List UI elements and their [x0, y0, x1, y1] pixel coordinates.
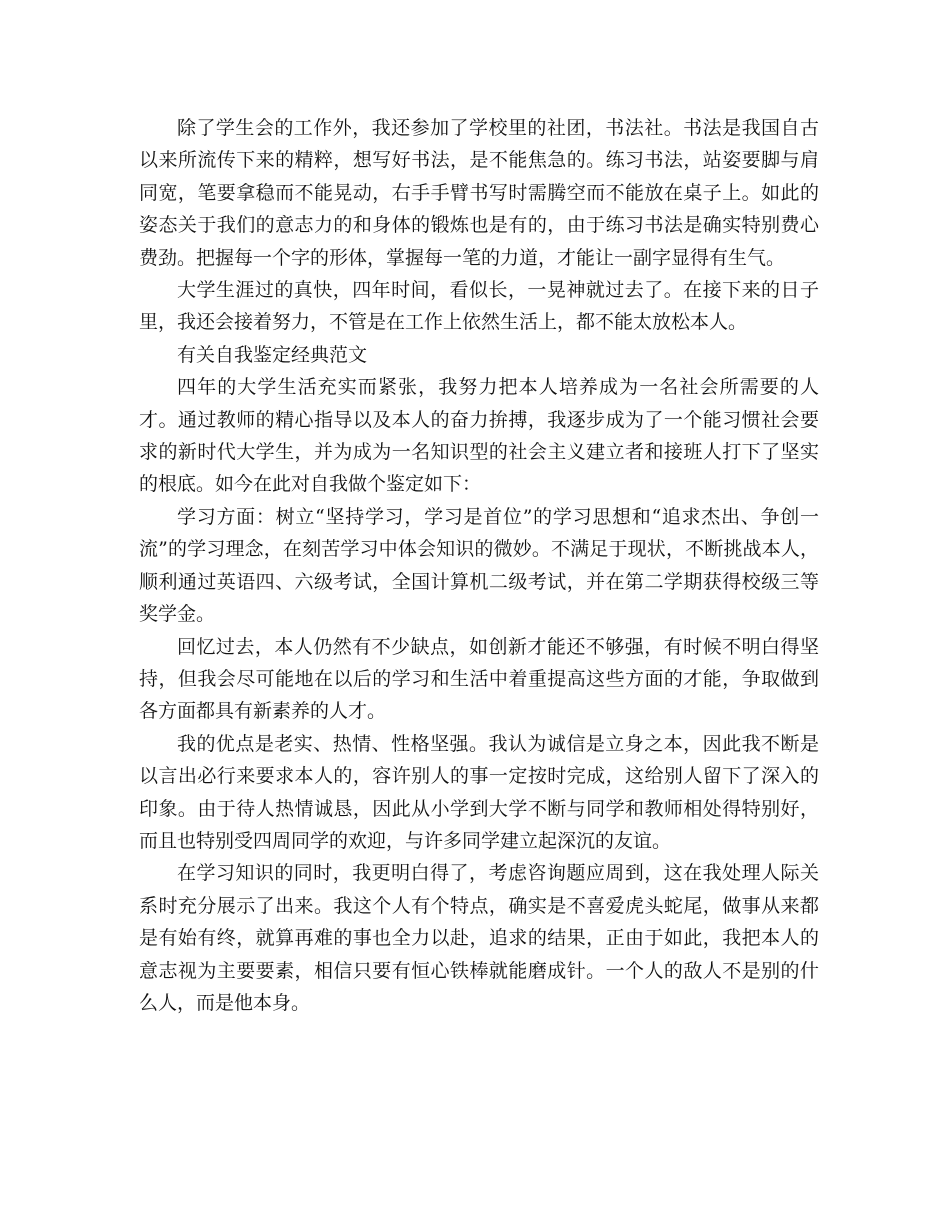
document-body: [139, 112, 819, 1019]
paragraph-college-life: 大学生涯过的真快，四年时间，看似长，一晃神就过去了。在接下来的日子里，我还会接着努力，不管是在工作上依然生活上，都不能太放松本人。: [139, 279, 819, 334]
paragraph-study: 学习方面：树立“坚持学习，学习是首位”的学习思想和“追求杰出、争创一流”的学习理念，在刻苦学习中体会知识的微妙。不满足于现状，不断挑战本人，顺利通过英语四、六级考试，全国计算机二级考试，并在第二学期获得校级三等奖学金。: [139, 505, 819, 626]
paragraph-strengths: 我的优点是老实、热情、性格坚强。我认为诚信是立身之本，因此我不断是以言出必行来要求本人的，容许别人的事一定按时完成，这给别人留下了深入的印象。由于待人热情诚恳，因此从小学到大学不断与同学和教师相处得特别好，而且也特别受四周同学的欢迎，与许多同学建立起深沉的友谊。: [139, 732, 819, 852]
paragraph-intro: 四年的大学生活充实而紧张，我努力把本人培养成为一名社会所需要的人才。通过教师的精心指导以及本人的奋力拚搏，我逐步成为了一个能习惯社会要求的新时代大学生，并为成为一名知识型的社会主义建立者和接班人打下了坚实的根底。如今在此对自我做个鉴定如下：: [139, 376, 819, 496]
paragraph-shortcomings: 回忆过去，本人仍然有不少缺点，如创新才能还不够强，有时候不明白得坚持，但我会尽可能地在以后的学习和生活中着重提高这些方面的才能，争取做到各方面都具有新素养的人才。: [139, 635, 819, 723]
section-heading: 有关自我鉴定经典范文: [177, 343, 368, 366]
paragraph-perseverance: 在学习知识的同时，我更明白得了，考虑咨询题应周到，这在我处理人际关系时充分展示了出来。我这个人有个特点，确实是不喜爱虎头蛇尾，做事从来都是有始有终，就算再难的事也全力以赴，追求的结果，正由于如此，我把本人的意志视为主要要素，相信只要有恒心铁棒就能磨成针。一个人的敌人不是别的什么人，而是他本身。: [139, 862, 819, 1014]
paragraph-calligraphy-club: 除了学生会的工作外，我还参加了学校里的社团，书法社。书法是我国自古以来所流传下来的精粹，想写好书法，是不能焦急的。练习书法，站姿要脚与肩同宽，笔要拿稳而不能晃动，右手手臂书写时需腾空而不能放在桌子上。如此的姿态关于我们的意志力的和身体的锻炼也是有的，由于练习书法是确实特别费心费劲。把握每一个字的形体，掌握每一笔的力道，才能让一副字显得有生气。: [139, 117, 819, 269]
